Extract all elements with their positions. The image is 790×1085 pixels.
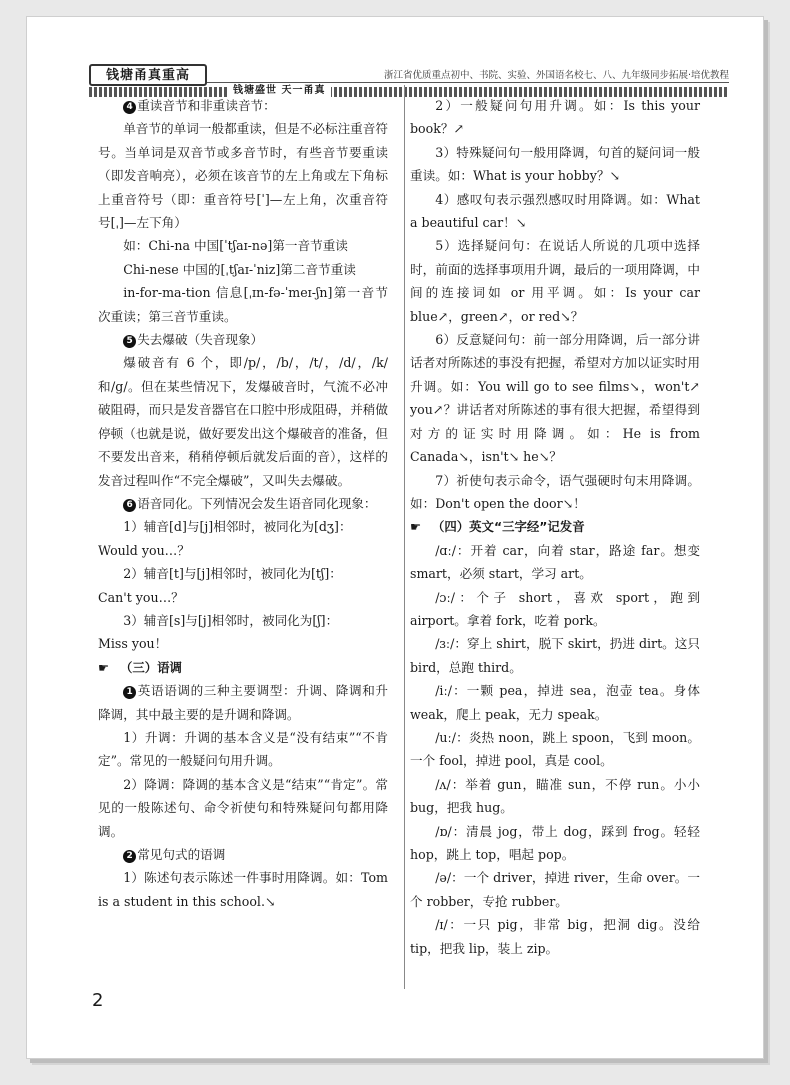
item-text: 失去爆破（失音现象） — [137, 332, 264, 348]
paragraph: 1）辅音[d]与[j]相邻时，被同化为[dʒ]： — [123, 519, 352, 535]
item-number: 4 — [123, 101, 136, 114]
paragraph: /iː/：一颗 pea，掉进 sea，泡壶 tea。身体 weak，爬上 peak，无力 speak。 — [410, 683, 700, 722]
paragraph: Can't you…？ — [98, 589, 184, 605]
paragraph: 3）辅音[s]与[j]相邻时，被同化为[ʃ]： — [123, 612, 339, 628]
paragraph: 2）辅音[t]与[j]相邻时，被同化为[tʃ]： — [123, 566, 342, 582]
item-text: 英语语调的三种主要调型：升调、降调和升降调，其中最主要的是升调和降调。 — [98, 683, 388, 722]
paragraph: /uː/：炎热 noon，跳上 spoon，飞到 moon。一个 fool，掉进 pool，真是 cool。 — [410, 729, 700, 769]
paragraph: 6）反意疑问句：前一部分用降调，后一部分讲话者对所陈述的事没有把握，希望对方加以证实时用升调。如：You will go to see films↘，won't↗ you↗？讲话者对所陈述的事有很大把握，希望得到对方的证实时用降调。如：He is from Canada↘，isn't↘ he↘？ — [410, 332, 700, 465]
item-text: 重读音节和非重读音节： — [137, 98, 276, 113]
paragraph: /ɑː/：开着 car，向着 star，路途 far。想变 smart，必须 start，学习 art。 — [410, 542, 700, 582]
pointing-hand-icon: ☛ — [410, 519, 422, 535]
item-number: 5 — [123, 335, 136, 348]
page-number: 2 — [92, 990, 104, 1011]
item-number: 2 — [123, 850, 136, 863]
item-text: 语音同化。下列情况会发生语音同化现象： — [137, 495, 377, 511]
paragraph: /ʌ/：举着 gun，瞄准 sun，不停 run。小小 bug，把我 hug。 — [410, 776, 700, 816]
numbered-item — [98, 843, 388, 866]
paragraph: 4）感叹句表示强烈感叹时用降调。如：What a beautiful car！↘ — [410, 191, 700, 231]
numbered-item — [98, 328, 388, 351]
paragraph: /ɪ/：一只 pig，非常 big，把洞 dig。没给 tip，把我 lip，装上 zip。 — [410, 917, 700, 956]
paragraph: Chi-nese 中国的[ˌtʃaɪ-ˈniz]第二音节重读 — [123, 261, 356, 277]
series-title: 浙江省优质重点初中、书院、实验、外国语名校七、八、九年级同步拓展·培优教程 — [383, 70, 729, 81]
paragraph: 3）特殊疑问句一般用降调，句首的疑问词一般重读。如：What is your hobby？↘ — [410, 144, 700, 184]
paragraph: 1）升调：升调的基本含义是“没有结束”“不肯定”。常见的一般疑问句用升调。 — [98, 729, 388, 769]
item-number: 1 — [123, 686, 136, 699]
section-heading — [410, 515, 700, 538]
pointing-hand-icon: ☛ — [98, 659, 110, 675]
paragraph: 2）降调：降调的基本含义是“结束”“肯定”。常见的一般陈述句、命令祈使句和特殊疑问句都用降调。 — [98, 776, 388, 839]
brand-logo: 钱塘甬真重高 — [89, 64, 207, 86]
paragraph: Miss you！ — [98, 636, 168, 652]
item-text: 常见句式的语调 — [137, 847, 226, 862]
paragraph: /ɜː/：穿上 shirt，脱下 skirt，扔进 dirt。这只 bird，总跑 third。 — [410, 636, 700, 675]
paragraph: 7）祈使句表示命令，语气强硬时句末用降调。如：Don't open the door↘！ — [410, 472, 700, 511]
sub-brand: 钱塘盛世 天一甬真 — [227, 84, 331, 98]
numbered-item — [98, 679, 388, 726]
paragraph: /ɔː/：个子 short，喜欢 sport，跑到 airport。拿着 fork，吃着 pork。 — [410, 589, 700, 628]
header-rule — [207, 82, 729, 83]
paragraph: 5）选择疑问句：在说话人所说的几项中选择时，前面的选择事项用升调，最后的一项用降调，中间的连接词如 or 用平调。如：Is your car blue↗，green↗，or red↘？ — [410, 238, 700, 324]
paragraph: 单音节的单词一般都重读，但是不必标注重音符号。当单词是双音节或多音节时，有些音节要重读（即发音响亮），必须在该音节的左上角或左下角标上重音符号（即：重音符号[ˈ]—左上角，次重音符号[ˌ]—左下角） — [98, 121, 388, 231]
numbered-item — [98, 492, 388, 515]
right-column — [410, 94, 700, 960]
section-title: （三）语调 — [120, 659, 182, 675]
paragraph: 爆破音有 6 个，即/p/，/b/，/t/，/d/，/k/和/g/。但在某些情况下，发爆破音时，气流不必冲破阻碍，而只是发音器官在口腔中形成阻碍，并稍做停顿（也就是说，做好要发出这个爆破音的准备，但不要发出音来，稍稍停顿后就发后面的音），这样的发音过程叫作“不完全爆破”，又叫失去爆破。 — [98, 355, 388, 488]
item-number: 6 — [123, 499, 136, 512]
paragraph: 如：Chi-na 中国[ˈtʃaɪ-nə]第一音节重读 — [123, 238, 348, 254]
paragraph: 2）一般疑问句用升调。如：Is this your book？↗ — [410, 98, 700, 137]
paragraph: in-for-ma-tion 信息[ˌɪn-fə-ˈmeɪ-ʃn]第一音节次重读；第三音节重读。 — [98, 285, 388, 324]
paragraph: /ɒ/：清晨 jog，带上 dog，踩到 frog。轻轻 hop，跳上 top，唱起 pop。 — [410, 823, 700, 862]
left-column — [98, 94, 388, 913]
paragraph: 1）陈述句表示陈述一件事时用降调。如：Tom is a student in this school.↘ — [98, 870, 388, 909]
section-title: （四）英文“三字经”记发音 — [432, 519, 585, 535]
numbered-item — [98, 94, 388, 117]
paragraph: Would you…？ — [98, 542, 190, 558]
column-divider — [404, 85, 405, 989]
paragraph: /ə/：一个 driver，掉进 river，生命 over。一个 robber，专抢 rubber。 — [410, 870, 700, 909]
section-heading — [98, 656, 388, 679]
